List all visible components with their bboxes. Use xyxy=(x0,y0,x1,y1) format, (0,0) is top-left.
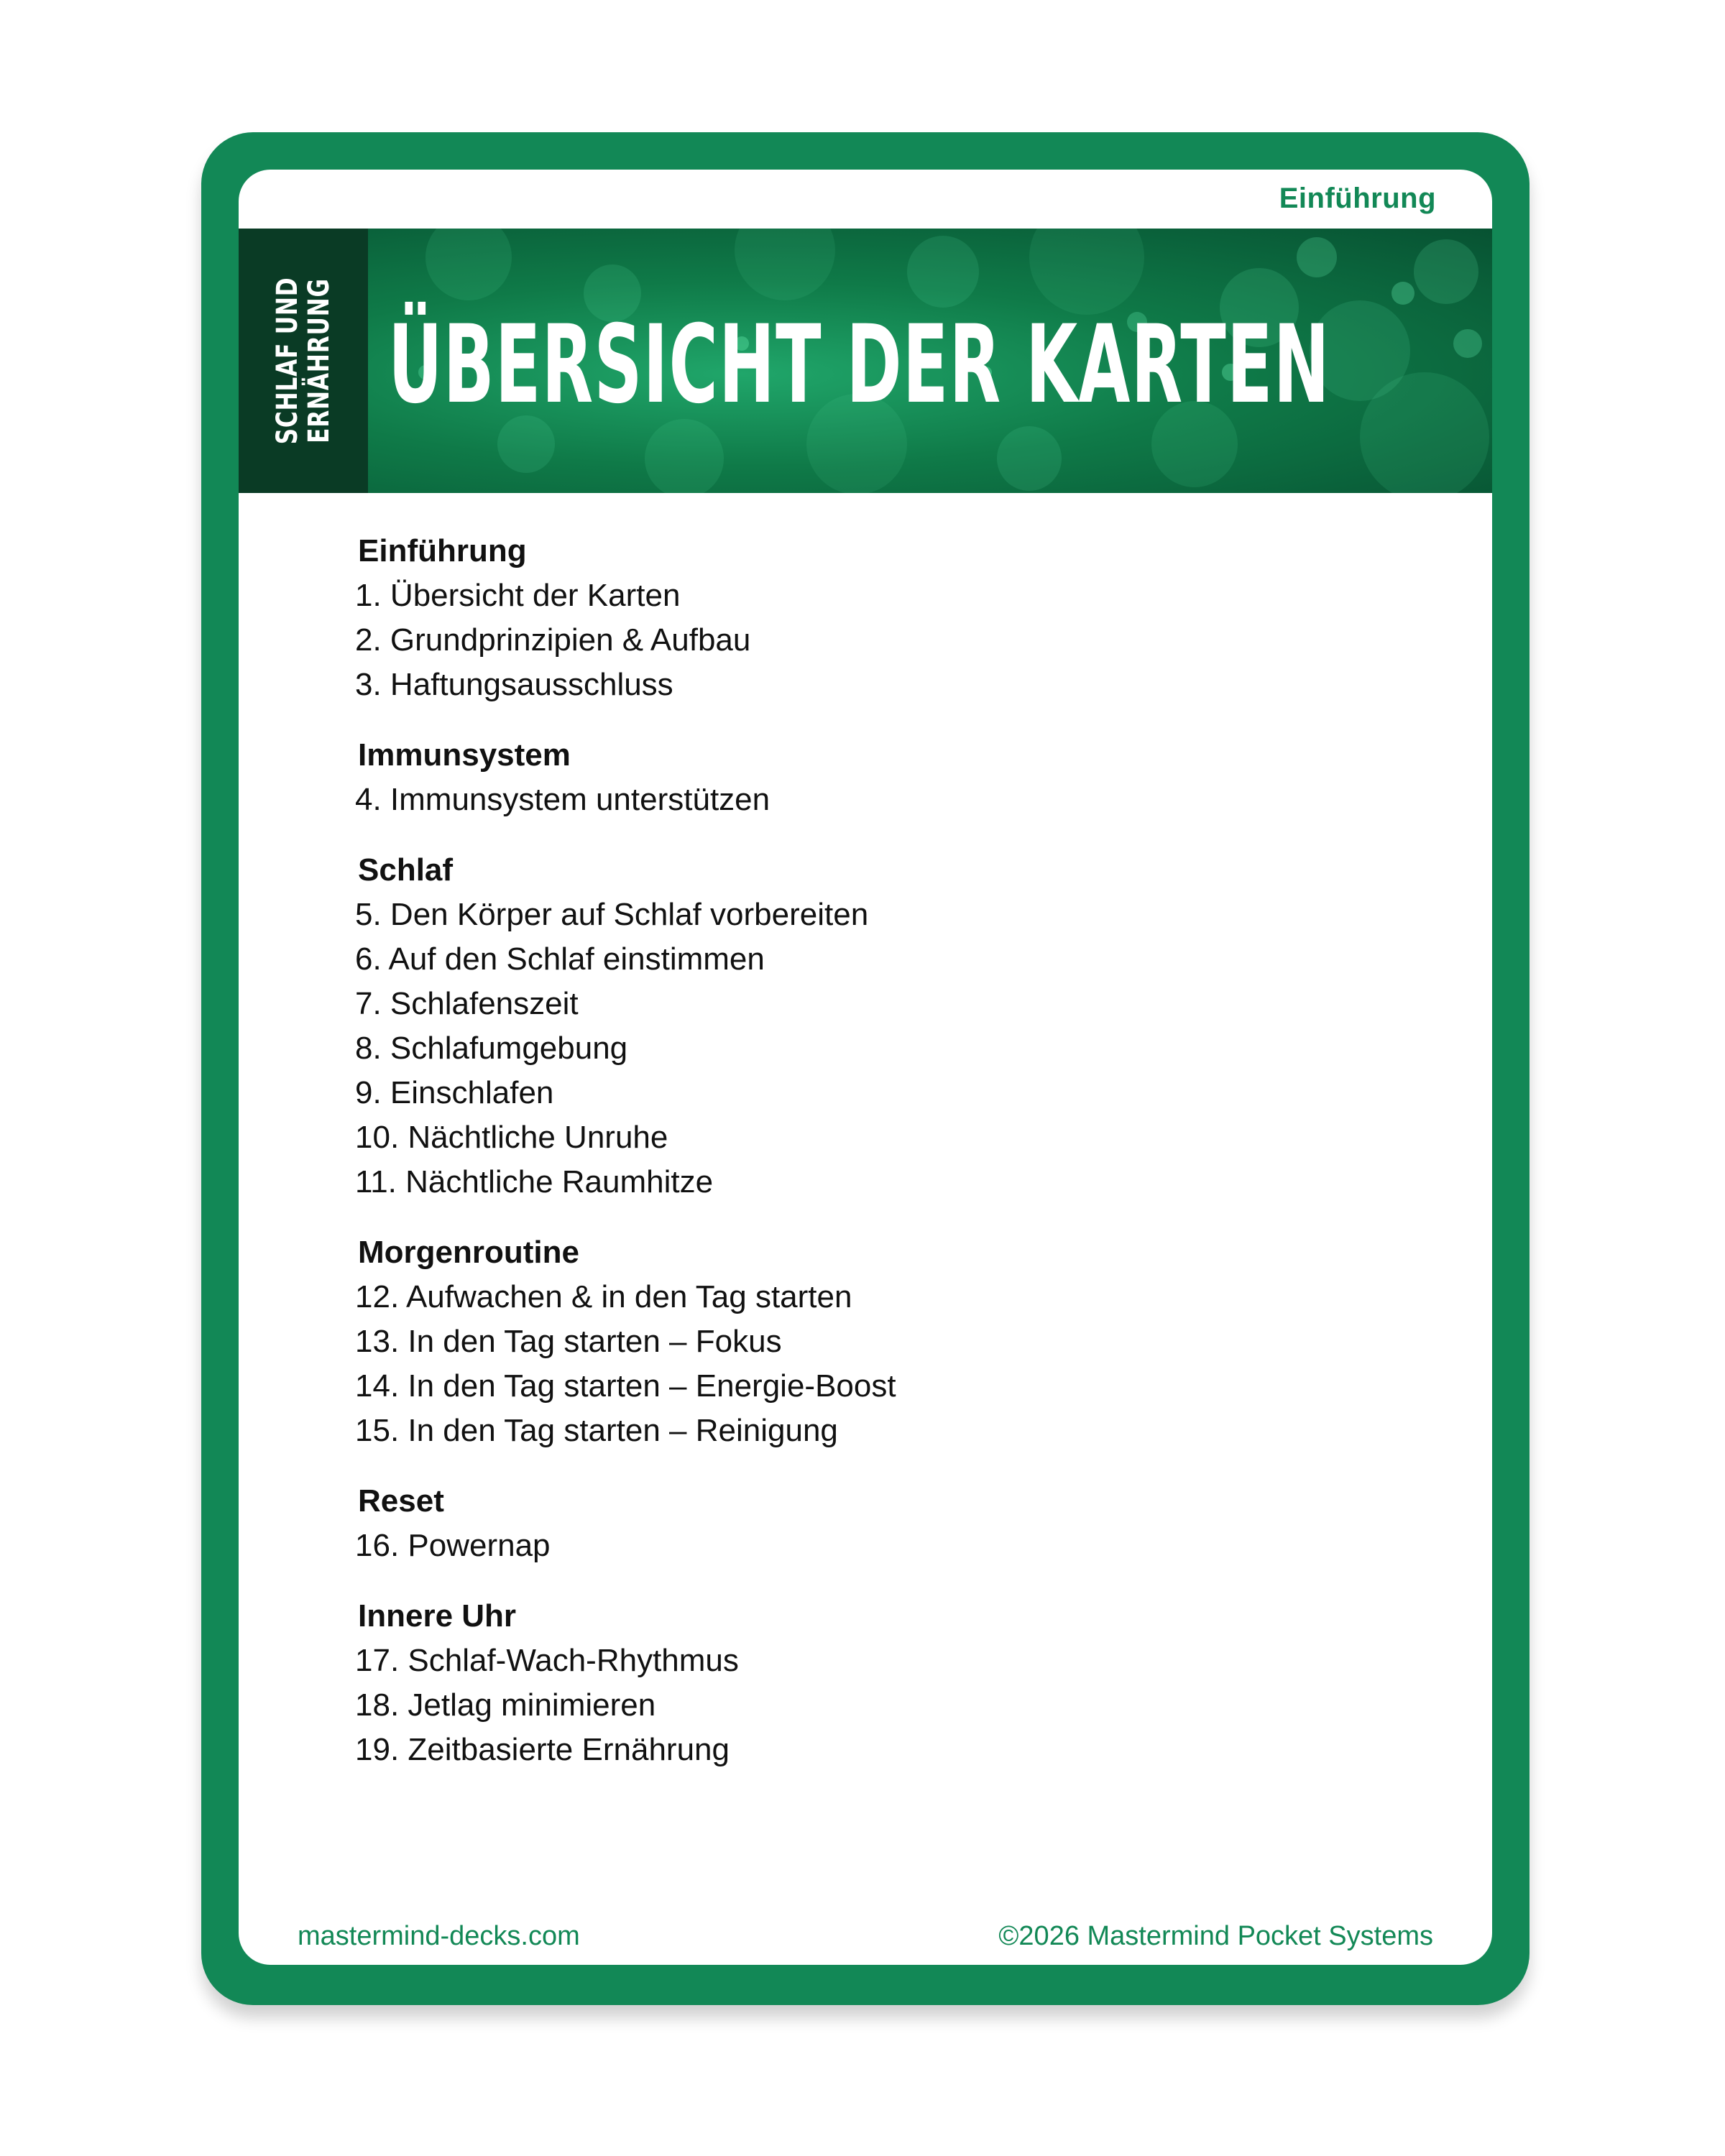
list-item: 9. Einschlafen xyxy=(355,1075,554,1110)
list-item: 1. Übersicht der Karten xyxy=(355,578,681,613)
page-title: ÜBERSICHT DER KARTEN xyxy=(388,303,1330,428)
section-heading: Morgenroutine xyxy=(358,1235,579,1270)
list-item: 16. Powernap xyxy=(355,1528,551,1563)
toc-section xyxy=(355,1230,896,1453)
deck-label-line-2: ERNÄHRUNG xyxy=(303,278,336,443)
side-strip xyxy=(239,229,368,493)
list-item: 15. In den Tag starten – Reinigung xyxy=(355,1413,838,1448)
toc-section xyxy=(355,848,896,1204)
list-item: 18. Jetlag minimieren xyxy=(355,1687,656,1723)
list-item: 2. Grundprinzipien & Aufbau xyxy=(355,622,751,658)
list-item: 14. In den Tag starten – Energie-Boost xyxy=(355,1368,896,1404)
list-item: 10. Nächtliche Unruhe xyxy=(355,1120,668,1155)
toc-section xyxy=(355,1479,896,1568)
toc-section xyxy=(355,529,896,707)
list-item: 7. Schlafenszeit xyxy=(355,986,579,1021)
list-item: 3. Haftungsausschluss xyxy=(355,667,673,702)
list-item: 17. Schlaf-Wach-Rhythmus xyxy=(355,1643,739,1678)
section-heading: Reset xyxy=(358,1483,444,1519)
card-body xyxy=(239,170,1492,1965)
section-heading: Immunsystem xyxy=(358,737,571,773)
list-item: 8. Schlafumgebung xyxy=(355,1031,628,1066)
list-item: 12. Aufwachen & in den Tag starten xyxy=(355,1279,852,1314)
list-item: 4. Immunsystem unterstützen xyxy=(355,782,770,817)
card xyxy=(201,132,1530,2005)
toc-section xyxy=(355,733,896,822)
title-banner xyxy=(239,229,1492,493)
deck-label-line-1: SCHLAF UND xyxy=(271,277,304,445)
category-label: Einführung xyxy=(1279,183,1436,214)
list-item: 13. In den Tag starten – Fokus xyxy=(355,1324,782,1359)
list-item: 6. Auf den Schlaf einstimmen xyxy=(355,941,765,977)
section-heading: Schlaf xyxy=(358,852,454,888)
list-item: 5. Den Körper auf Schlaf vorbereiten xyxy=(355,897,869,932)
section-heading: Innere Uhr xyxy=(358,1598,517,1634)
footer-website: mastermind-decks.com xyxy=(298,1921,580,1951)
list-item: 19. Zeitbasierte Ernährung xyxy=(355,1732,730,1767)
section-heading: Einführung xyxy=(358,533,527,568)
table-of-contents xyxy=(355,529,896,1798)
list-item: 11. Nächtliche Raumhitze xyxy=(355,1164,714,1199)
toc-section xyxy=(355,1594,896,1772)
footer-copyright: ©2026 Mastermind Pocket Systems xyxy=(998,1921,1433,1951)
deck-label xyxy=(272,254,335,469)
